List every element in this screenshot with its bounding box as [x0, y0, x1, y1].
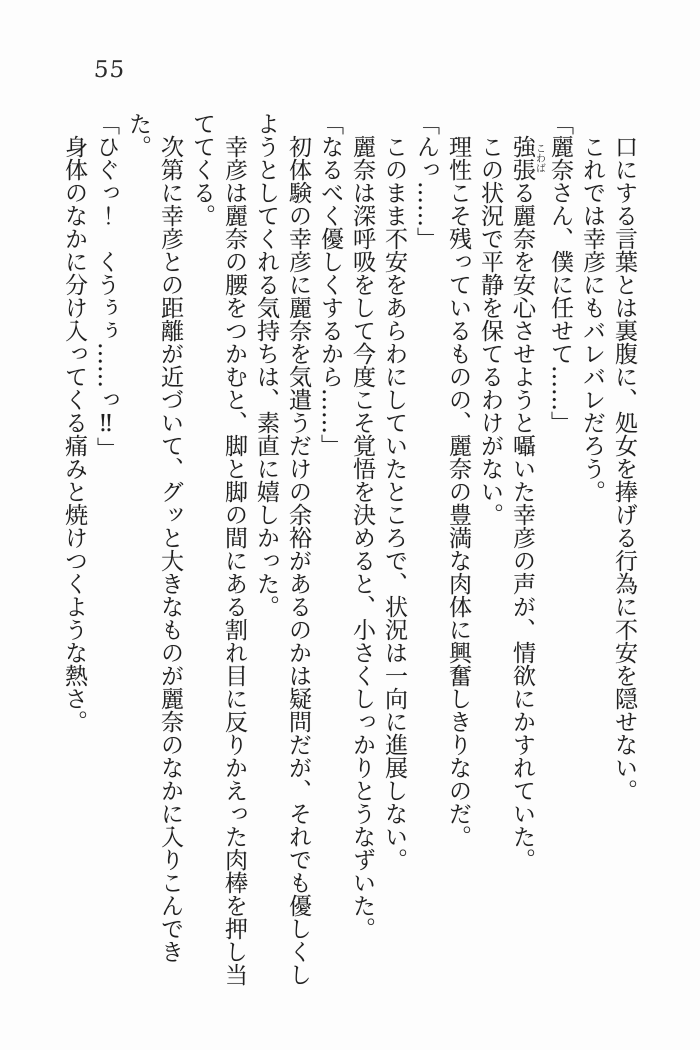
vertical-text-body	[54, 112, 640, 1004]
paragraph-narration: 初体験の幸彦に麗奈を気遣うだけの余裕があるのかは疑問だが、それでも優しくしようとしてくれる気持ちは、素直に嬉しかった。	[253, 112, 311, 986]
paragraph-narration: 麗奈は深呼吸をして今度こそ覚悟を決めると、小さくしっかりとうなずいた。	[349, 135, 375, 940]
furigana-annotated-word: 強張こわば	[509, 135, 545, 181]
paragraph-narration: この状況で平静を保てるわけがない。	[477, 135, 503, 526]
page-number: 55	[93, 57, 127, 83]
paragraph-dialogue: 「麗奈さん、僕に任せて……」	[547, 112, 573, 434]
paragraph-narration: 幸彦は麗奈の腰をつかむと、脚と脚の間にある割れ目に反りかえった肉棒を押し当ててくる。	[189, 112, 247, 986]
paragraph-narration: このまま不安をあらわにしていたところで、状況は一向に進展しない。	[381, 135, 407, 871]
paragraph-narration: 口にする言葉とは裏腹に、処女を捧げる行為に不安を隠せない。	[611, 135, 637, 802]
paragraph-narration: 理性こそ残っているものの、麗奈の豊満な肉体に興奮しきりなのだ。	[445, 135, 471, 848]
paragraph-narration: 次第に幸彦との距離が近づいて、グッと大きなものが麗奈のなかに入りこんできた。	[125, 112, 183, 963]
paragraph-dialogue: 「んっ……」	[413, 112, 439, 250]
paragraph-narration: 強張こわばる麗奈を安心させようと囁いた幸彦の声が、情欲にかすれていた。	[509, 135, 545, 871]
paragraph-dialogue: 「なるべく優しくするから……」	[317, 112, 343, 457]
paragraph-dialogue: 「ひぐっ！ くうぅぅ……っ‼」	[93, 112, 119, 460]
paragraph-narration: 身体のなかに分け入ってくる痛みと焼けつくような熱さ。	[61, 135, 87, 733]
paragraph-narration: これでは幸彦にもバレバレだろう。	[579, 135, 605, 503]
